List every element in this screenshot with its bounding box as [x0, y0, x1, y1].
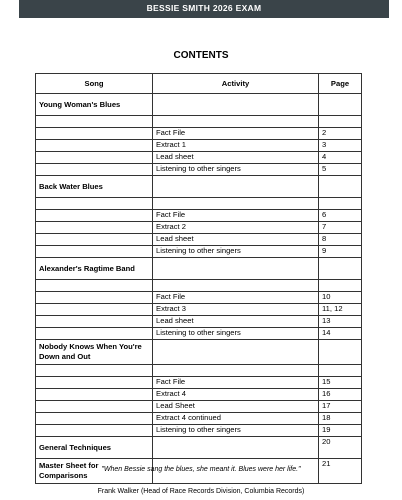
song-cell: [36, 128, 153, 140]
page-number: 17: [319, 401, 362, 413]
song-cell: [36, 292, 153, 304]
page-number: 9: [319, 246, 362, 258]
activity-row: [36, 210, 362, 222]
song-cell: [36, 425, 153, 437]
page-number: 3: [319, 140, 362, 152]
song-cell: [36, 316, 153, 328]
activity-name: Listening to other singers: [153, 246, 319, 258]
song-row: [36, 176, 362, 198]
activity-row: [36, 152, 362, 164]
quote-attribution: Frank Walker (Head of Race Records Division, Columbia Records): [97, 488, 305, 495]
activity-name: Listening to other singers: [153, 328, 319, 340]
activity-cell: [153, 258, 319, 280]
exam-title-bar: [19, 0, 389, 18]
activity-column-header: Activity: [153, 74, 319, 94]
activity-name: Lead sheet: [153, 234, 319, 246]
song-cell: [36, 140, 153, 152]
contents-heading: CONTENTS: [173, 50, 229, 61]
song-cell: [36, 365, 153, 377]
activity-row: [36, 128, 362, 140]
page-number: [319, 116, 362, 128]
song-cell: [36, 280, 153, 292]
activity-name: [153, 116, 319, 128]
activity-row: [36, 316, 362, 328]
activity-row: [36, 292, 362, 304]
activity-name: [153, 280, 319, 292]
page-number: [319, 280, 362, 292]
activity-name: Fact File: [153, 377, 319, 389]
page-number: 10: [319, 292, 362, 304]
page-number: [319, 365, 362, 377]
activity-name: Extract 4 continued: [153, 413, 319, 425]
page-number: 6: [319, 210, 362, 222]
activity-row: [36, 413, 362, 425]
activity-cell: [153, 176, 319, 198]
activity-row: [36, 234, 362, 246]
page-number: 11, 12: [319, 304, 362, 316]
page-number: 18: [319, 413, 362, 425]
exam-title: BESSIE SMITH 2026 EXAM: [146, 3, 262, 13]
page-number: 19: [319, 425, 362, 437]
activity-name: Lead Sheet: [153, 401, 319, 413]
song-cell: [36, 401, 153, 413]
song-cell: [36, 413, 153, 425]
contents-table-body: [36, 94, 362, 484]
page-column-header: Page: [319, 74, 362, 94]
song-name: Alexander's Ragtime Band: [36, 258, 153, 280]
activity-cell: [153, 437, 319, 459]
table-header-row: [36, 74, 362, 94]
activity-row: [36, 246, 362, 258]
song-cell: [36, 116, 153, 128]
activity-name: Listening to other singers: [153, 425, 319, 437]
activity-row: [36, 304, 362, 316]
page-number: 5: [319, 164, 362, 176]
song-row: [36, 340, 362, 365]
song-name: General Techniques: [36, 437, 153, 459]
activity-name: Lead sheet: [153, 152, 319, 164]
activity-row: [36, 164, 362, 176]
song-column-header: Song: [36, 74, 153, 94]
contents-table: [35, 73, 362, 484]
activity-name: Fact File: [153, 128, 319, 140]
activity-row: [36, 222, 362, 234]
activity-name: Listening to other singers: [153, 164, 319, 176]
page-number: 13: [319, 316, 362, 328]
activity-name: [153, 198, 319, 210]
song-cell: [36, 198, 153, 210]
page-cell: [319, 340, 362, 365]
activity-name: Extract 1: [153, 140, 319, 152]
page-cell: [319, 258, 362, 280]
activity-row: [36, 389, 362, 401]
activity-name: Fact File: [153, 292, 319, 304]
song-cell: [36, 234, 153, 246]
activity-row: [36, 365, 362, 377]
activity-row: [36, 425, 362, 437]
page-number: 2: [319, 128, 362, 140]
song-name: Nobody Knows When You're Down and Out: [36, 340, 153, 365]
page-cell: 20: [319, 437, 362, 459]
activity-name: Fact File: [153, 210, 319, 222]
page-number: 8: [319, 234, 362, 246]
activity-cell: [153, 340, 319, 365]
quote: "When Bessie sang the blues, she meant it. Blues were her life.": [101, 466, 301, 473]
song-cell: [36, 152, 153, 164]
song-name: Young Woman's Blues: [36, 94, 153, 116]
song-cell: [36, 222, 153, 234]
song-row: [36, 437, 362, 459]
activity-name: [153, 365, 319, 377]
song-cell: [36, 389, 153, 401]
song-row: [36, 94, 362, 116]
activity-cell: [153, 94, 319, 116]
song-cell: [36, 164, 153, 176]
page-cell: [319, 94, 362, 116]
activity-name: Lead sheet: [153, 316, 319, 328]
activity-row: [36, 328, 362, 340]
page-number: 4: [319, 152, 362, 164]
activity-row: [36, 116, 362, 128]
song-cell: [36, 246, 153, 258]
activity-row: [36, 140, 362, 152]
page-number: 16: [319, 389, 362, 401]
activity-row: [36, 280, 362, 292]
activity-name: Extract 2: [153, 222, 319, 234]
page-number: [319, 198, 362, 210]
song-name: Back Water Blues: [36, 176, 153, 198]
page-cell: 21: [319, 459, 362, 484]
activity-row: [36, 377, 362, 389]
page-number: 7: [319, 222, 362, 234]
activity-row: [36, 401, 362, 413]
page-number: 14: [319, 328, 362, 340]
song-name: Master Sheet for Comparisons: [36, 459, 153, 484]
song-cell: [36, 210, 153, 222]
page-number: 15: [319, 377, 362, 389]
song-cell: [36, 328, 153, 340]
song-cell: [36, 304, 153, 316]
song-cell: [36, 377, 153, 389]
page-cell: [319, 176, 362, 198]
activity-row: [36, 198, 362, 210]
activity-name: Extract 3: [153, 304, 319, 316]
song-row: [36, 258, 362, 280]
activity-name: Extract 4: [153, 389, 319, 401]
